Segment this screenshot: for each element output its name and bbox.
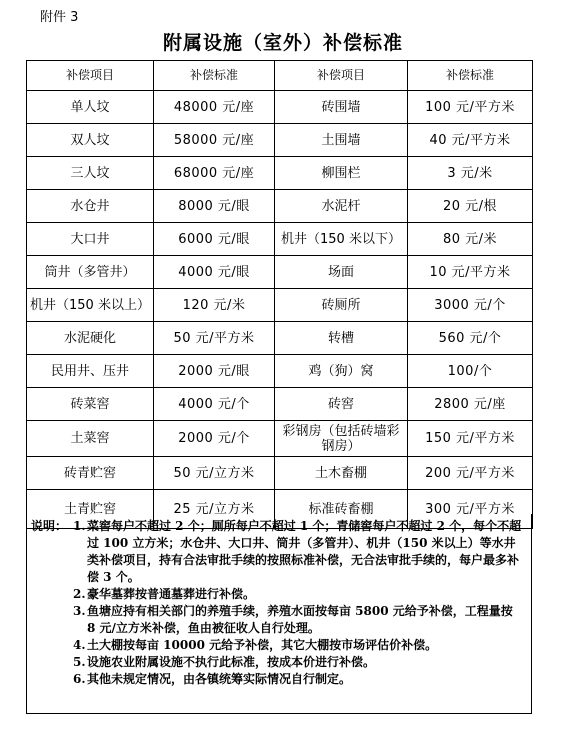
notes-label: 说明： — [31, 519, 68, 533]
standard-cell: 2800 元/座 — [408, 388, 533, 421]
item-cell: 水泥硬化 — [27, 322, 154, 355]
item-cell: 转槽 — [275, 322, 408, 355]
note-number: 2. — [73, 587, 86, 601]
note-text: 菜窖每户不超过 2 个；厕所每户不超过 1 个；青储窖每户不超过 2 个，每个不超过 100 立方米；水仓井、大口井、筒井（多管井）、机井（150 米以上）等水井类补偿项目，持有合法审批手续的按照标准补偿，无合法审批手续的，每户最多补偿 3 个。 — [87, 519, 522, 584]
item-cell: 单人坟 — [27, 91, 154, 124]
standard-cell: 10 元/平方米 — [408, 256, 533, 289]
standard-cell: 3 元/米 — [408, 157, 533, 190]
item-cell: 柳围栏 — [275, 157, 408, 190]
note-number: 3. — [73, 604, 86, 618]
standard-cell: 4000 元/眼 — [154, 256, 275, 289]
standard-cell: 100 元/平方米 — [408, 91, 533, 124]
standard-cell: 4000 元/个 — [154, 388, 275, 421]
note-item — [73, 671, 525, 688]
note-item — [73, 518, 525, 586]
item-cell: 标准砖畜棚 — [275, 490, 408, 529]
note-item — [73, 654, 525, 671]
note-item — [73, 603, 525, 637]
notes-box — [26, 514, 532, 714]
note-number: 4. — [73, 638, 86, 652]
header-item: 补偿项目 — [275, 61, 408, 91]
table-row — [27, 388, 533, 421]
standard-cell: 48000 元/座 — [154, 91, 275, 124]
table-row — [27, 256, 533, 289]
item-cell: 双人坟 — [27, 124, 154, 157]
item-cell: 土菜窖 — [27, 421, 154, 457]
item-cell: 水仓井 — [27, 190, 154, 223]
note-text: 其他未规定情况，由各镇统筹实际情况自行制定。 — [87, 672, 352, 686]
note-number: 6. — [73, 672, 86, 686]
compensation-table — [26, 60, 533, 529]
table-row — [27, 457, 533, 490]
item-cell: 砖菜窖 — [27, 388, 154, 421]
item-cell: 彩钢房（包括砖墙彩钢房） — [275, 421, 408, 457]
table-row — [27, 190, 533, 223]
item-cell: 水泥杆 — [275, 190, 408, 223]
header-standard: 补偿标准 — [154, 61, 275, 91]
note-text: 设施农业附属设施不执行此标准，按成本价进行补偿。 — [87, 655, 376, 669]
page-title: 附属设施（室外）补偿标准 — [162, 32, 403, 54]
header-standard: 补偿标准 — [408, 61, 533, 91]
item-cell: 大口井 — [27, 223, 154, 256]
table-row — [27, 124, 533, 157]
standard-cell: 25 元/立方米 — [154, 490, 275, 529]
standard-cell: 3000 元/个 — [408, 289, 533, 322]
attachment-label: 附件 3 — [40, 10, 79, 25]
standard-cell: 2000 元/眼 — [154, 355, 275, 388]
standard-cell: 120 元/米 — [154, 289, 275, 322]
item-cell: 土围墙 — [275, 124, 408, 157]
item-cell: 砖围墙 — [275, 91, 408, 124]
item-cell: 机井（150 米以上） — [27, 289, 154, 322]
item-cell: 土青贮窖 — [27, 490, 154, 529]
item-cell: 砖窖 — [275, 388, 408, 421]
table-row — [27, 355, 533, 388]
table-row — [27, 223, 533, 256]
table-header-row — [27, 61, 533, 91]
standard-cell: 150 元/平方米 — [408, 421, 533, 457]
standard-cell: 50 元/平方米 — [154, 322, 275, 355]
table-row — [27, 157, 533, 190]
item-cell: 土木畜棚 — [275, 457, 408, 490]
header-item: 补偿项目 — [27, 61, 154, 91]
table-row — [27, 289, 533, 322]
item-cell: 鸡（狗）窝 — [275, 355, 408, 388]
standard-cell: 300 元/平方米 — [408, 490, 533, 529]
notes-list — [73, 518, 525, 688]
standard-cell: 80 元/米 — [408, 223, 533, 256]
table-row — [27, 322, 533, 355]
item-cell: 砖厕所 — [275, 289, 408, 322]
item-cell: 机井（150 米以下） — [275, 223, 408, 256]
item-cell: 民用井、压井 — [27, 355, 154, 388]
note-text: 鱼塘应持有相关部门的养殖手续，养殖水面按每亩 5800 元给予补偿，工程量按 8 元/立方米补偿，鱼由被征收人自行处理。 — [87, 604, 513, 635]
item-cell: 砖青贮窖 — [27, 457, 154, 490]
standard-cell: 100/个 — [408, 355, 533, 388]
note-item — [73, 637, 525, 654]
standard-cell: 8000 元/眼 — [154, 190, 275, 223]
note-item — [73, 586, 525, 603]
standard-cell: 20 元/根 — [408, 190, 533, 223]
standard-cell: 58000 元/座 — [154, 124, 275, 157]
item-cell: 场面 — [275, 256, 408, 289]
standard-cell: 40 元/平方米 — [408, 124, 533, 157]
table-row — [27, 421, 533, 457]
note-text: 土大棚按每亩 10000 元给予补偿，其它大棚按市场评估价补偿。 — [87, 638, 438, 652]
standard-cell: 560 元/个 — [408, 322, 533, 355]
standard-cell: 200 元/平方米 — [408, 457, 533, 490]
standard-cell: 6000 元/眼 — [154, 223, 275, 256]
standard-cell: 68000 元/座 — [154, 157, 275, 190]
item-cell: 筒井（多管井） — [27, 256, 154, 289]
standard-cell: 2000 元/个 — [154, 421, 275, 457]
note-number: 5. — [73, 655, 86, 669]
note-text: 豪华墓葬按普通墓葬进行补偿。 — [87, 587, 256, 601]
standard-cell: 50 元/立方米 — [154, 457, 275, 490]
note-number: 1. — [73, 519, 86, 533]
table-row — [27, 91, 533, 124]
item-cell: 三人坟 — [27, 157, 154, 190]
